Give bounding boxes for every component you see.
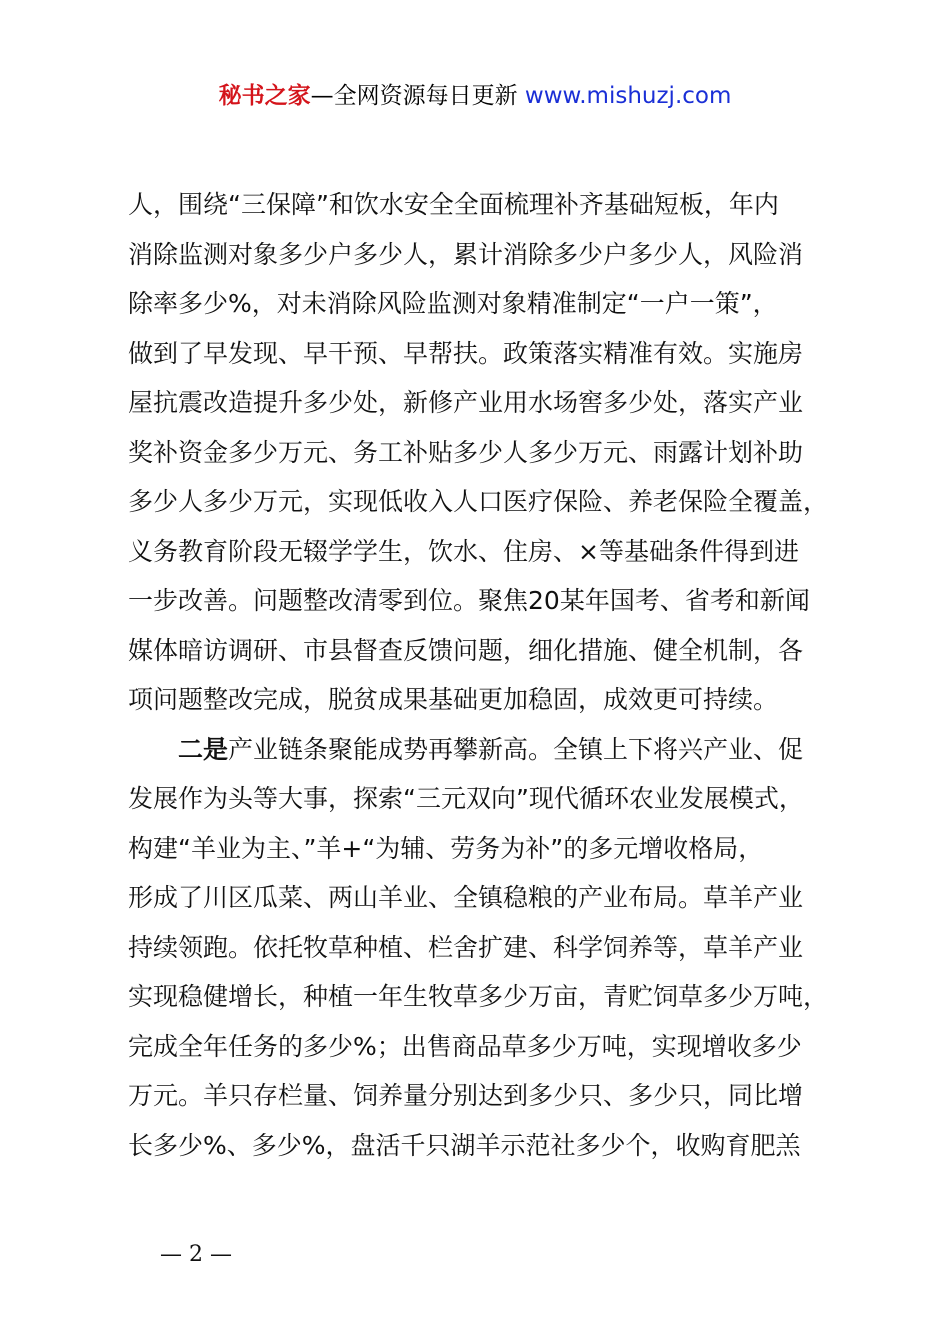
text-line: 构建“羊业为主、”羊+“为辅、劳务为补”的多元增收格局，: [128, 833, 764, 863]
page-number: — 2 —: [160, 1242, 232, 1267]
brand-name: 秘书之家: [218, 83, 311, 109]
text-line: 除率多少%，对未消除风险监测对象精准制定“一户一策”，: [128, 289, 778, 318]
paragraph-lead-text: 产业链条聚能成势再攀新高。全镇上下将兴产业、促: [228, 734, 804, 764]
site-banner: [0, 80, 950, 112]
text-line: 完成全年任务的多少%；出售商品草多少万吨，实现增收多少: [128, 1031, 802, 1061]
text-line: 一步改善。问题整改清零到位。聚焦20某年国考、省考和新闻: [128, 586, 810, 615]
text-line: 长多少%、多少%，盘活千只湖羊示范社多少个，收购育肥羔: [128, 1130, 801, 1160]
text-line: 项问题整改完成，脱贫成果基础更加稳固，成效更可持续。: [128, 685, 779, 714]
document-body: [128, 180, 828, 1170]
text-line: 屋抗震改造提升多少处，新修产业用水场窖多少处，落实产业: [128, 388, 804, 417]
paragraph-two-first-line: [128, 725, 828, 775]
text-line: 发展作为头等大事，探索“三元双向”现代循环农业发展模式，: [128, 784, 804, 813]
text-line: 形成了川区瓜菜、两山羊业、全镇稳粮的产业布局。草羊产业: [128, 883, 804, 912]
text-line: 义务教育阶段无辍学学生，饮水、住房、×等基础条件得到进: [128, 536, 799, 566]
text-line: 实现稳健增长，种植一年生牧草多少万亩，青贮饲草多少万吨，: [128, 982, 828, 1011]
text-line: 人，围绕“三保障”和饮水安全全面梳理补齐基础短板，年内: [128, 190, 779, 219]
text-line: 多少人多少万元，实现低收入人口医疗保险、养老保险全覆盖，: [128, 487, 828, 516]
paragraph-lead: 二是: [178, 734, 229, 764]
banner-slogan: —全网资源每日更新: [310, 83, 525, 109]
text-line: 媒体暗访调研、市县督查反馈问题，细化措施、健全机制，各: [128, 635, 804, 665]
text-line: 持续领跑。依托牧草种植、栏舍扩建、科学饲养等，草羊产业: [128, 932, 804, 962]
text-line: 奖补资金多少万元、务工补贴多少人多少万元、雨露计划补助: [128, 437, 804, 467]
text-line: 万元。羊只存栏量、饲养量分别达到多少只、多少只，同比增: [128, 1081, 804, 1110]
text-line: 消除监测对象多少户多少人，累计消除多少户多少人，风险消: [128, 239, 804, 269]
text-line: 做到了早发现、早干预、早帮扶。政策落实精准有效。实施房: [128, 338, 804, 368]
website-link[interactable]: www.mishuzj.com: [524, 83, 732, 109]
